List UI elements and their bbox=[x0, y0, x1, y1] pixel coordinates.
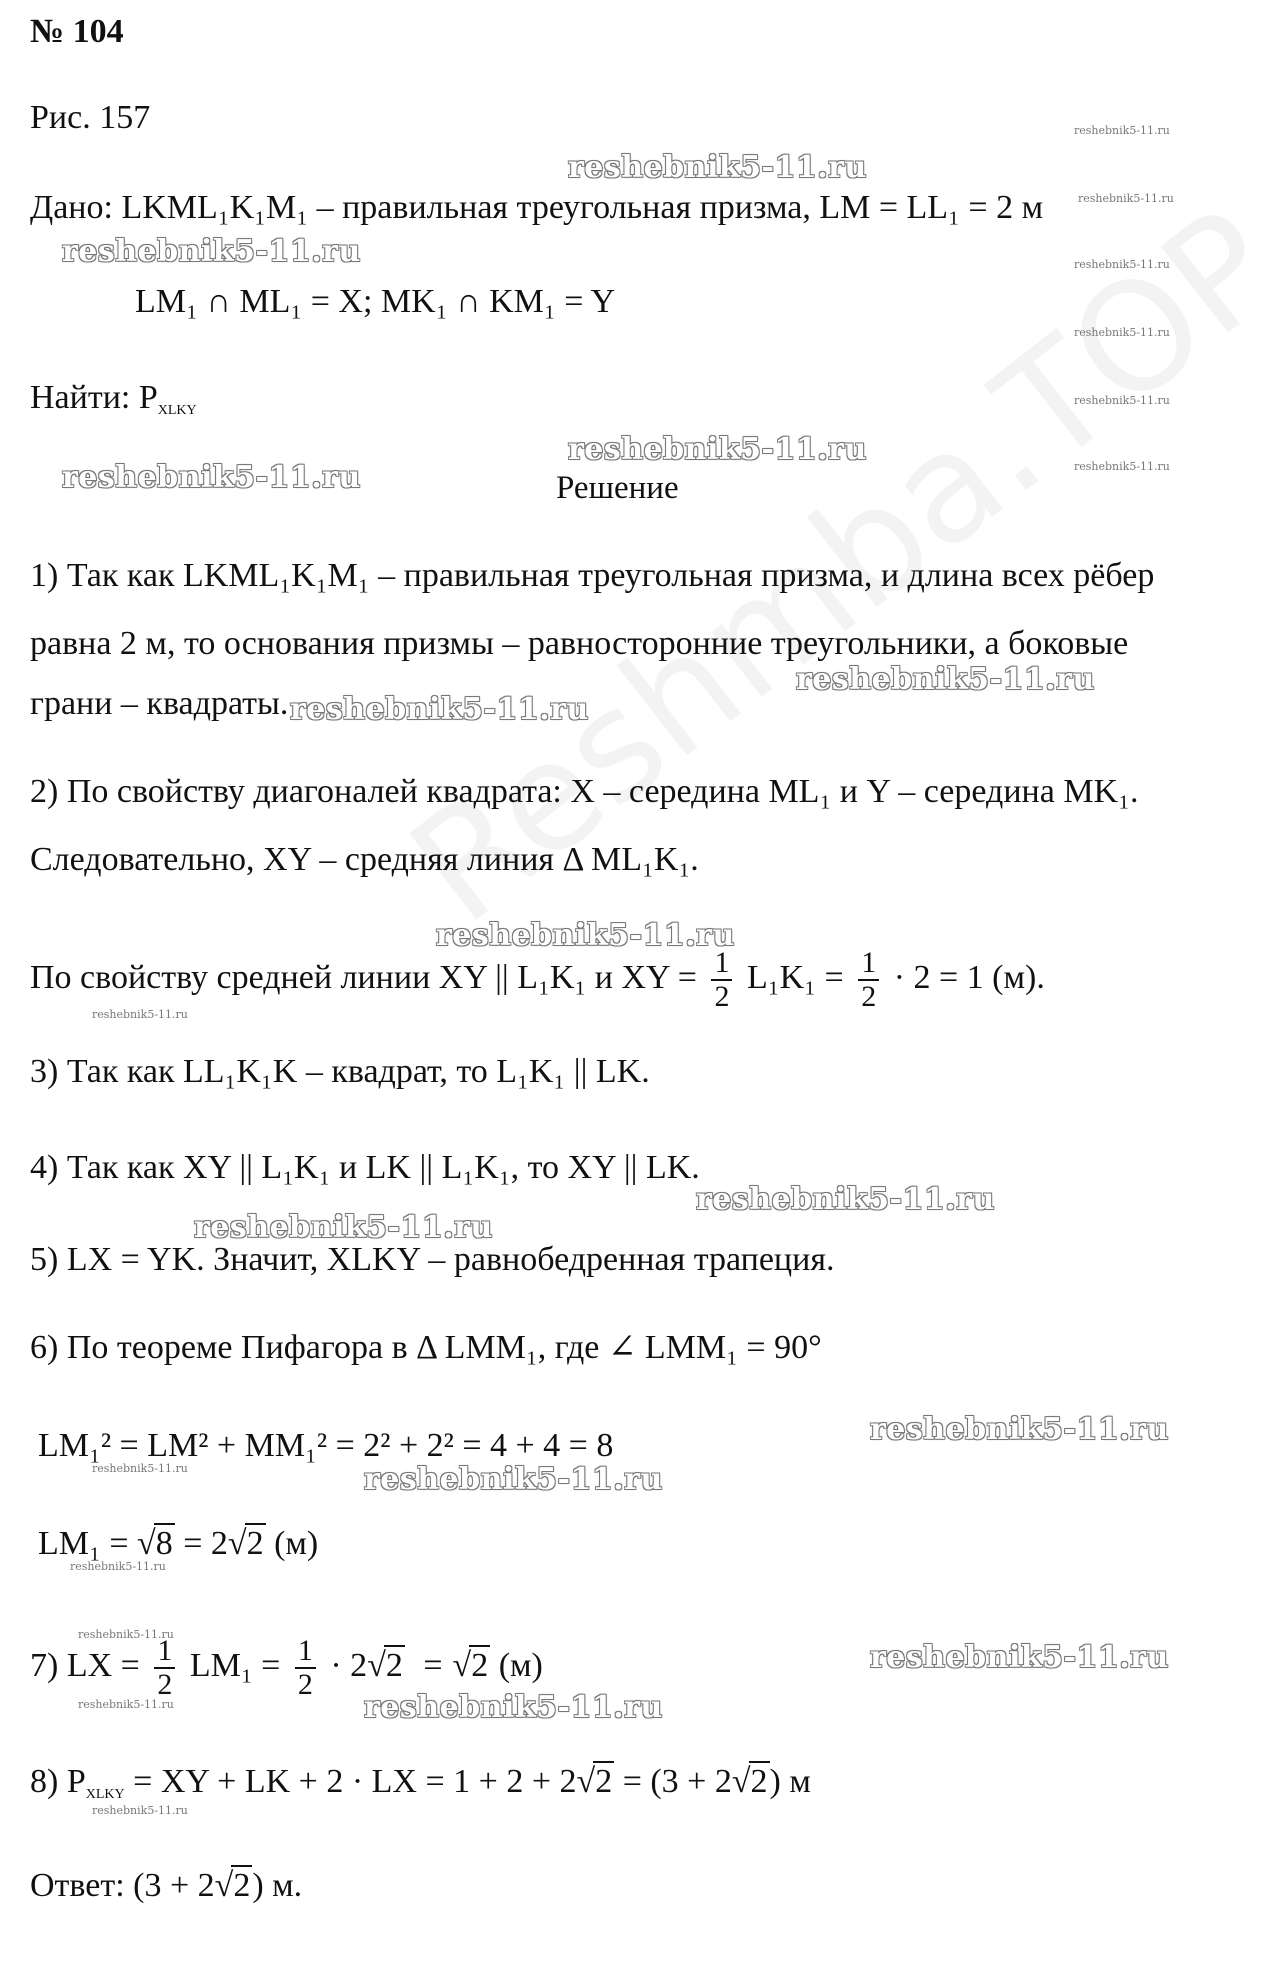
watermark: reshebnik5-11.ru bbox=[290, 692, 589, 727]
step-8-label: 8) bbox=[30, 1763, 59, 1800]
watermark: reshebnik5-11.ru bbox=[62, 234, 361, 269]
answer-end: ) м. bbox=[252, 1867, 303, 1904]
sqrt-2: √2 bbox=[227, 1525, 264, 1562]
watermark: reshebnik5-11.ru bbox=[194, 1210, 493, 1245]
step-6-root-left: LM₁ = bbox=[38, 1525, 129, 1562]
watermark: reshebnik5-11.ru bbox=[870, 1640, 1169, 1675]
watermark-small: reshebnik5-11.ru bbox=[1078, 192, 1174, 205]
sqrt-8: √8 bbox=[137, 1525, 173, 1562]
radicand: 2 bbox=[750, 1763, 768, 1800]
step-6: 6) По теореме Пифагора в Δ LMM₁, где ∠ LMM₁ = 90° bbox=[30, 1329, 822, 1366]
figure-reference: Рис. 157 bbox=[30, 99, 151, 136]
answer bbox=[30, 1866, 302, 1906]
fraction-one-half bbox=[295, 1636, 316, 1700]
step-6-equation: LM₁² = LM² + MM₁² = 2² + 2² = 4 + 4 = 8 bbox=[38, 1427, 614, 1464]
watermark-small: reshebnik5-11.ru bbox=[78, 1628, 174, 1641]
step-2-midline bbox=[30, 948, 1045, 1012]
watermark-small: reshebnik5-11.ru bbox=[78, 1698, 174, 1711]
watermark-small: reshebnik5-11.ru bbox=[92, 1008, 188, 1021]
given-prism-text: – правильная треугольная призма, bbox=[316, 189, 811, 226]
step-2-midline-start: По свойству средней линии XY || L₁K₁ и XY = bbox=[30, 958, 697, 996]
step-1-line-b: равна 2 м, то основания призмы – равносторонние треугольники, а боковые bbox=[30, 625, 1129, 662]
fraction-one-half bbox=[858, 948, 879, 1012]
fraction-numerator: 1 bbox=[858, 948, 879, 981]
fraction-denominator: 2 bbox=[861, 980, 877, 1013]
step-7-unit: (м) bbox=[498, 1646, 543, 1684]
fraction-numerator: 1 bbox=[711, 948, 732, 981]
watermark: reshebnik5-11.ru bbox=[62, 460, 361, 495]
step-7-equals: = bbox=[423, 1646, 443, 1684]
step-7-mid: LM₁ = bbox=[189, 1646, 281, 1684]
find-line bbox=[30, 378, 197, 418]
watermark: reshebnik5-11.ru bbox=[436, 918, 735, 953]
watermark-small: reshebnik5-11.ru bbox=[1074, 326, 1170, 339]
step-2-line-a: 2) По свойству диагоналей квадрата: X – середина ML₁ и Y – середина MK₁. bbox=[30, 773, 1139, 810]
sqrt-2: √2 bbox=[576, 1763, 613, 1800]
find-target-sub: XLKY bbox=[157, 403, 197, 418]
given-line bbox=[30, 188, 1043, 228]
step-1-line-a: 1) Так как LKML₁K₁M₁ – правильная треугольная призма, и длина всех рёбер bbox=[30, 557, 1155, 594]
watermark: reshebnik5-11.ru bbox=[696, 1182, 995, 1217]
step-2-line-b: Следовательно, XY – средняя линия Δ ML₁K₁. bbox=[30, 841, 699, 878]
fraction-one-half bbox=[711, 948, 732, 1012]
given-edge-equality: LM = LL₁ = 2 м bbox=[819, 189, 1044, 226]
find-target: P bbox=[138, 379, 158, 416]
radicand: 2 bbox=[471, 1646, 489, 1684]
watermark: reshebnik5-11.ru bbox=[568, 432, 867, 467]
sqrt-2: √2 bbox=[367, 1646, 403, 1684]
sqrt-2: √2 bbox=[731, 1763, 768, 1800]
step-3: 3) Так как LL₁K₁K – квадрат, то L₁K₁ || LK. bbox=[30, 1053, 650, 1090]
radicand: 2 bbox=[246, 1525, 264, 1562]
step-8-p: P bbox=[66, 1763, 86, 1800]
fraction-denominator: 2 bbox=[157, 1668, 173, 1701]
step-7-start: 7) LX = bbox=[30, 1646, 140, 1684]
step-6-root-unit: (м) bbox=[274, 1525, 319, 1562]
watermark: reshebnik5-11.ru bbox=[870, 1412, 1169, 1447]
watermark-small: reshebnik5-11.ru bbox=[1074, 460, 1170, 473]
radicand: 2 bbox=[385, 1646, 403, 1684]
find-label: Найти: bbox=[30, 379, 131, 416]
watermark-small: reshebnik5-11.ru bbox=[92, 1804, 188, 1817]
watermark: reshebnik5-11.ru bbox=[364, 1690, 663, 1725]
fraction-denominator: 2 bbox=[714, 980, 730, 1013]
step-4: 4) Так как XY || L₁K₁ и LK || L₁K₁, то XY || LK. bbox=[30, 1149, 700, 1186]
step-8-result-end: ) м bbox=[769, 1763, 811, 1800]
watermark-small: reshebnik5-11.ru bbox=[1074, 394, 1170, 407]
watermark-small: reshebnik5-11.ru bbox=[1074, 124, 1170, 137]
step-8-result-start: = (3 + 2 bbox=[622, 1763, 732, 1800]
problem-number: № 104 bbox=[30, 13, 124, 50]
watermark-small: reshebnik5-11.ru bbox=[92, 1462, 188, 1475]
step-6-root-right: = 2 bbox=[183, 1525, 228, 1562]
radicand: 8 bbox=[155, 1525, 173, 1562]
step-2-midline-mid: L₁K₁ = bbox=[746, 958, 844, 996]
radicand: 2 bbox=[233, 1867, 251, 1904]
step-6-root bbox=[38, 1524, 318, 1564]
watermark: reshebnik5-11.ru bbox=[796, 662, 1095, 697]
watermark-small: reshebnik5-11.ru bbox=[70, 1560, 166, 1573]
fraction-one-half bbox=[154, 1636, 175, 1700]
watermark: reshebnik5-11.ru bbox=[568, 150, 867, 185]
step-5: 5) LX = YK. Значит, XLKY – равнобедренная трапеция. bbox=[30, 1241, 835, 1278]
step-2-midline-end: · 2 = 1 (м). bbox=[893, 958, 1045, 996]
fraction-numerator: 1 bbox=[295, 1636, 316, 1669]
step-7-mid2: · 2 bbox=[330, 1646, 368, 1684]
sqrt-2: √2 bbox=[214, 1867, 251, 1904]
given-prism-name: LKML₁K₁M₁ bbox=[121, 189, 309, 226]
watermark-small: reshebnik5-11.ru bbox=[1074, 258, 1170, 271]
answer-start: (3 + 2 bbox=[133, 1867, 215, 1904]
solution-heading: Решение bbox=[556, 470, 679, 506]
step-1-line-c: грани – квадраты. bbox=[30, 685, 289, 722]
step-8-expression: = XY + LK + 2 · LX = 1 + 2 + 2 bbox=[133, 1763, 577, 1800]
fraction-denominator: 2 bbox=[297, 1668, 313, 1701]
step-8-p-sub: XLKY bbox=[85, 1787, 125, 1802]
answer-label: Ответ: bbox=[30, 1867, 125, 1904]
sqrt-2: √2 bbox=[452, 1646, 489, 1684]
watermark: reshebnik5-11.ru bbox=[364, 1462, 663, 1497]
radicand: 2 bbox=[595, 1763, 613, 1800]
given-intersections: LM₁ ∩ ML₁ = X; MK₁ ∩ KM₁ = Y bbox=[135, 283, 616, 320]
given-label: Дано: bbox=[30, 189, 113, 226]
step-8 bbox=[30, 1762, 811, 1802]
fraction-numerator: 1 bbox=[154, 1636, 175, 1669]
